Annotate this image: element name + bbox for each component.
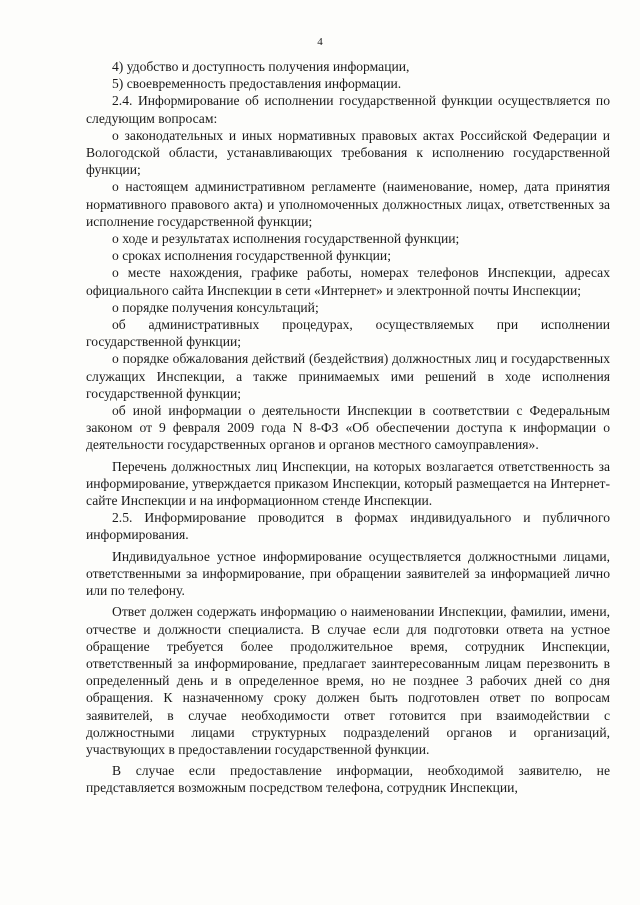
responsible-officials-paragraph: Перечень должностных лиц Инспекции, на которых возлагается ответственность за информирование, утверждается приказом Инспекции, который размещается на Интернет-сайте Инспекции и на информационном стенде Инспекции. <box>86 458 610 509</box>
topic-other-information: об иной информации о деятельности Инспекции в соответствии с Федеральным законом от 9 февраля 2009 года N 8-ФЗ «Об обеспечении доступа к информации о деятельности государственных органов и органов местного самоуправления». <box>86 403 610 453</box>
list-item-timeliness: 5) своевременность предоставления информации. <box>112 76 402 92</box>
individual-oral-info-paragraph: Индивидуальное устное информирование осуществляется должностными лицами, ответственными за информирование, при обращении заявителей за информацией лично или по телефону. <box>86 548 610 599</box>
topic-deadlines: о сроках исполнения государственной функции; <box>112 248 391 264</box>
topic-progress: о ходе и результатах исполнения государственной функции; <box>112 231 460 247</box>
topic-legislation: о законодательных и иных нормативных правовых актах Российской Федерации и Вологодской области, устанавливающих требования к исполнению государственной функции; <box>86 127 610 178</box>
topic-consultations: о порядке получения консультаций; <box>112 299 319 315</box>
topic-procedures: об административных процедурах, осуществляемых при исполнении государственной функции; <box>86 317 610 350</box>
phone-unavailable-paragraph: В случае если предоставление информации, необходимой заявителю, не представляется возможным посредством телефона, сотрудник Инспекции, <box>86 763 610 796</box>
page-number: 4 <box>317 36 323 48</box>
topic-location-contacts: о месте нахождения, графике работы, номерах телефонов Инспекции, адресах официального сайта Инспекции в сети «Интернет» и электронной почты Инспекции; <box>86 265 610 298</box>
body-text <box>86 58 610 797</box>
list-item-convenience: 4) удобство и доступность получения информации, <box>112 59 410 74</box>
topic-appeals: о порядке обжалования действий (бездействия) должностных лиц и государственных служащих Инспекции, а также принимаемых ими решений в ходе исполнения государственной функции; <box>86 351 610 401</box>
answer-content-paragraph: Ответ должен содержать информацию о наименовании Инспекции, фамилии, имени, отчестве и должности специалиста. В случае если для подготовки ответа на устное обращение требуется более продолжительное время, сотрудник Инспекции, ответственный за информирование, предлагает заинтересованным лицам перезвонить в определенный день и в определенное время, но не позднее 3 рабочих дней со дня обращения. К назначенному сроку должен быть подготовлен ответ по вопросам заявителей, в случае необходимости ответ готовится при взаимодействии с должностными лицами структурных подразделений органов и организаций, участвующих в предоставлении государственной функции. <box>86 604 610 757</box>
section-2-5-paragraph: 2.5. Информирование проводится в формах индивидуального и публичного информирования. <box>86 510 610 543</box>
topic-regulation: о настоящем административном регламенте (наименование, номер, дата принятия нормативного правового акта) и уполномоченных должностных лицах, ответственных за исполнение государственной функции; <box>86 179 610 229</box>
section-2-4-intro: 2.4. Информирование об исполнении государственной функции осуществляется по следующим вопросам: <box>86 93 610 126</box>
